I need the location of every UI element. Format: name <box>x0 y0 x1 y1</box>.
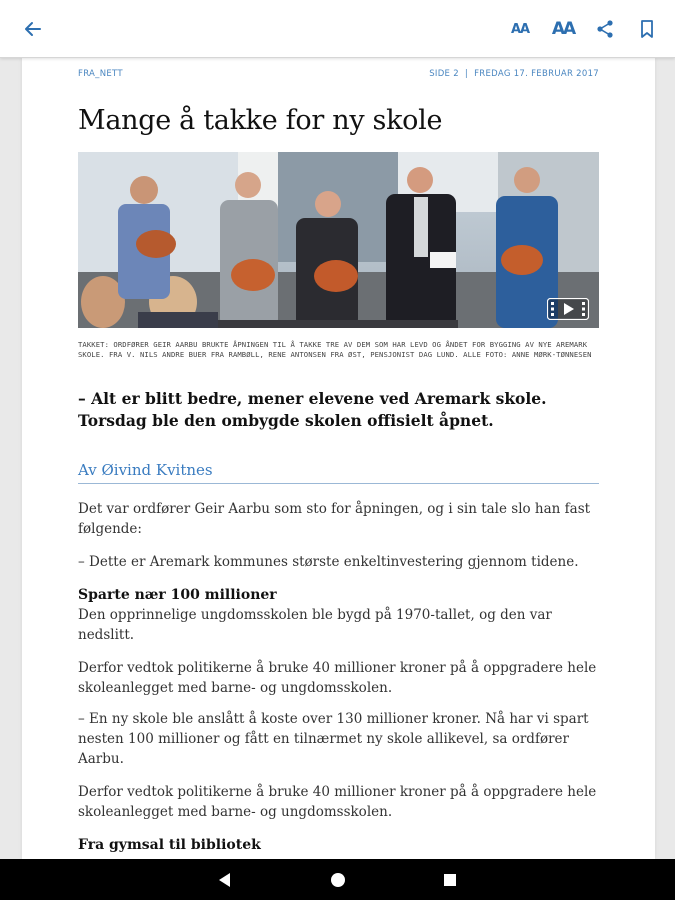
photo-caption: TAKKET: ORDFØRER GEIR AARBU BRUKTE ÅPNINGEN TIL Å TAKKE TRE AV DEM SOM HAR LEVD OG ÅNDET FOR BYGGING AV NYE AREMARK SKOLE. FRA V. NILS ANDRE BUER FRA RAMBØLL, RENE ANTONSEN FRA ØST, PENSJONIST DAG LUND. ALLE FOTO: ANNE MØRK-TØNNESEN <box>78 340 592 359</box>
video-play-icon[interactable] <box>547 298 589 320</box>
nav-home-button[interactable] <box>325 867 351 893</box>
back-button[interactable] <box>16 12 50 46</box>
nav-recents-square-icon <box>442 872 458 888</box>
nav-back-button[interactable] <box>212 867 238 893</box>
bookmark-icon <box>638 19 656 39</box>
article-photo[interactable] <box>78 152 599 328</box>
nav-back-triangle-icon <box>216 871 234 889</box>
subheading: Fra gymsal til bibliotek <box>78 837 261 853</box>
article-page[interactable] <box>22 57 655 859</box>
top-app-bar <box>0 0 675 58</box>
nav-recents-button[interactable] <box>437 867 463 893</box>
nav-home-circle-icon <box>329 871 347 889</box>
page-date-info: SIDE 2 | FREDAG 17. FEBRUAR 2017 <box>429 69 599 79</box>
lead-paragraph: – Alt er blitt bedre, mener elevene ved Aremark skole. Torsdag ble den ombygde skolen offisielt åpnet. <box>78 389 547 430</box>
headline: Mange å takke for ny skole <box>78 105 443 136</box>
share-button[interactable] <box>588 12 622 46</box>
section-label: FRA_NETT <box>78 69 123 79</box>
body-paragraph: – Dette er Aremark kommunes største enkeltinvestering gjennom tidene. <box>78 554 579 570</box>
group-photo-image <box>78 152 599 328</box>
arrow-left-icon <box>23 19 43 39</box>
subheading: Sparte nær 100 millioner <box>78 587 277 603</box>
body-paragraph: Derfor vedtok politikerne å bruke 40 millioner kroner på å oppgradere hele skoleanlegget med barne- og ungdomsskolen. <box>78 784 597 820</box>
font-large-icon: AA <box>551 19 575 39</box>
system-navigation-bar <box>0 859 675 900</box>
body-paragraph: Derfor vedtok politikerne å bruke 40 millioner kroner på å oppgradere hele skoleanlegget med barne- og ungdomsskolen. <box>78 660 597 696</box>
body-paragraph: Den opprinnelige ungdomsskolen ble bygd på 1970-tallet, og den var nedslitt. <box>78 607 552 643</box>
body-paragraph: Det var ordfører Geir Aarbu som sto for åpningen, og i sin tale slo han fast følgende: <box>78 501 591 537</box>
decrease-font-button[interactable] <box>503 12 537 46</box>
increase-font-button[interactable] <box>546 12 580 46</box>
byline-prefix: Av <box>78 461 97 479</box>
font-small-icon: AA <box>510 21 530 37</box>
byline <box>78 461 599 484</box>
share-icon <box>595 19 615 39</box>
article-meta <box>78 69 599 83</box>
body-paragraph: – En ny skole ble anslått å koste over 130 millioner kroner. Nå har vi spart nesten 100 millioner og fått en tilnærmet ny skole allikevel, sa ordfører Aarbu. <box>78 711 589 767</box>
bookmark-button[interactable] <box>630 12 664 46</box>
author-link[interactable]: Øivind Kvitnes <box>101 461 213 479</box>
